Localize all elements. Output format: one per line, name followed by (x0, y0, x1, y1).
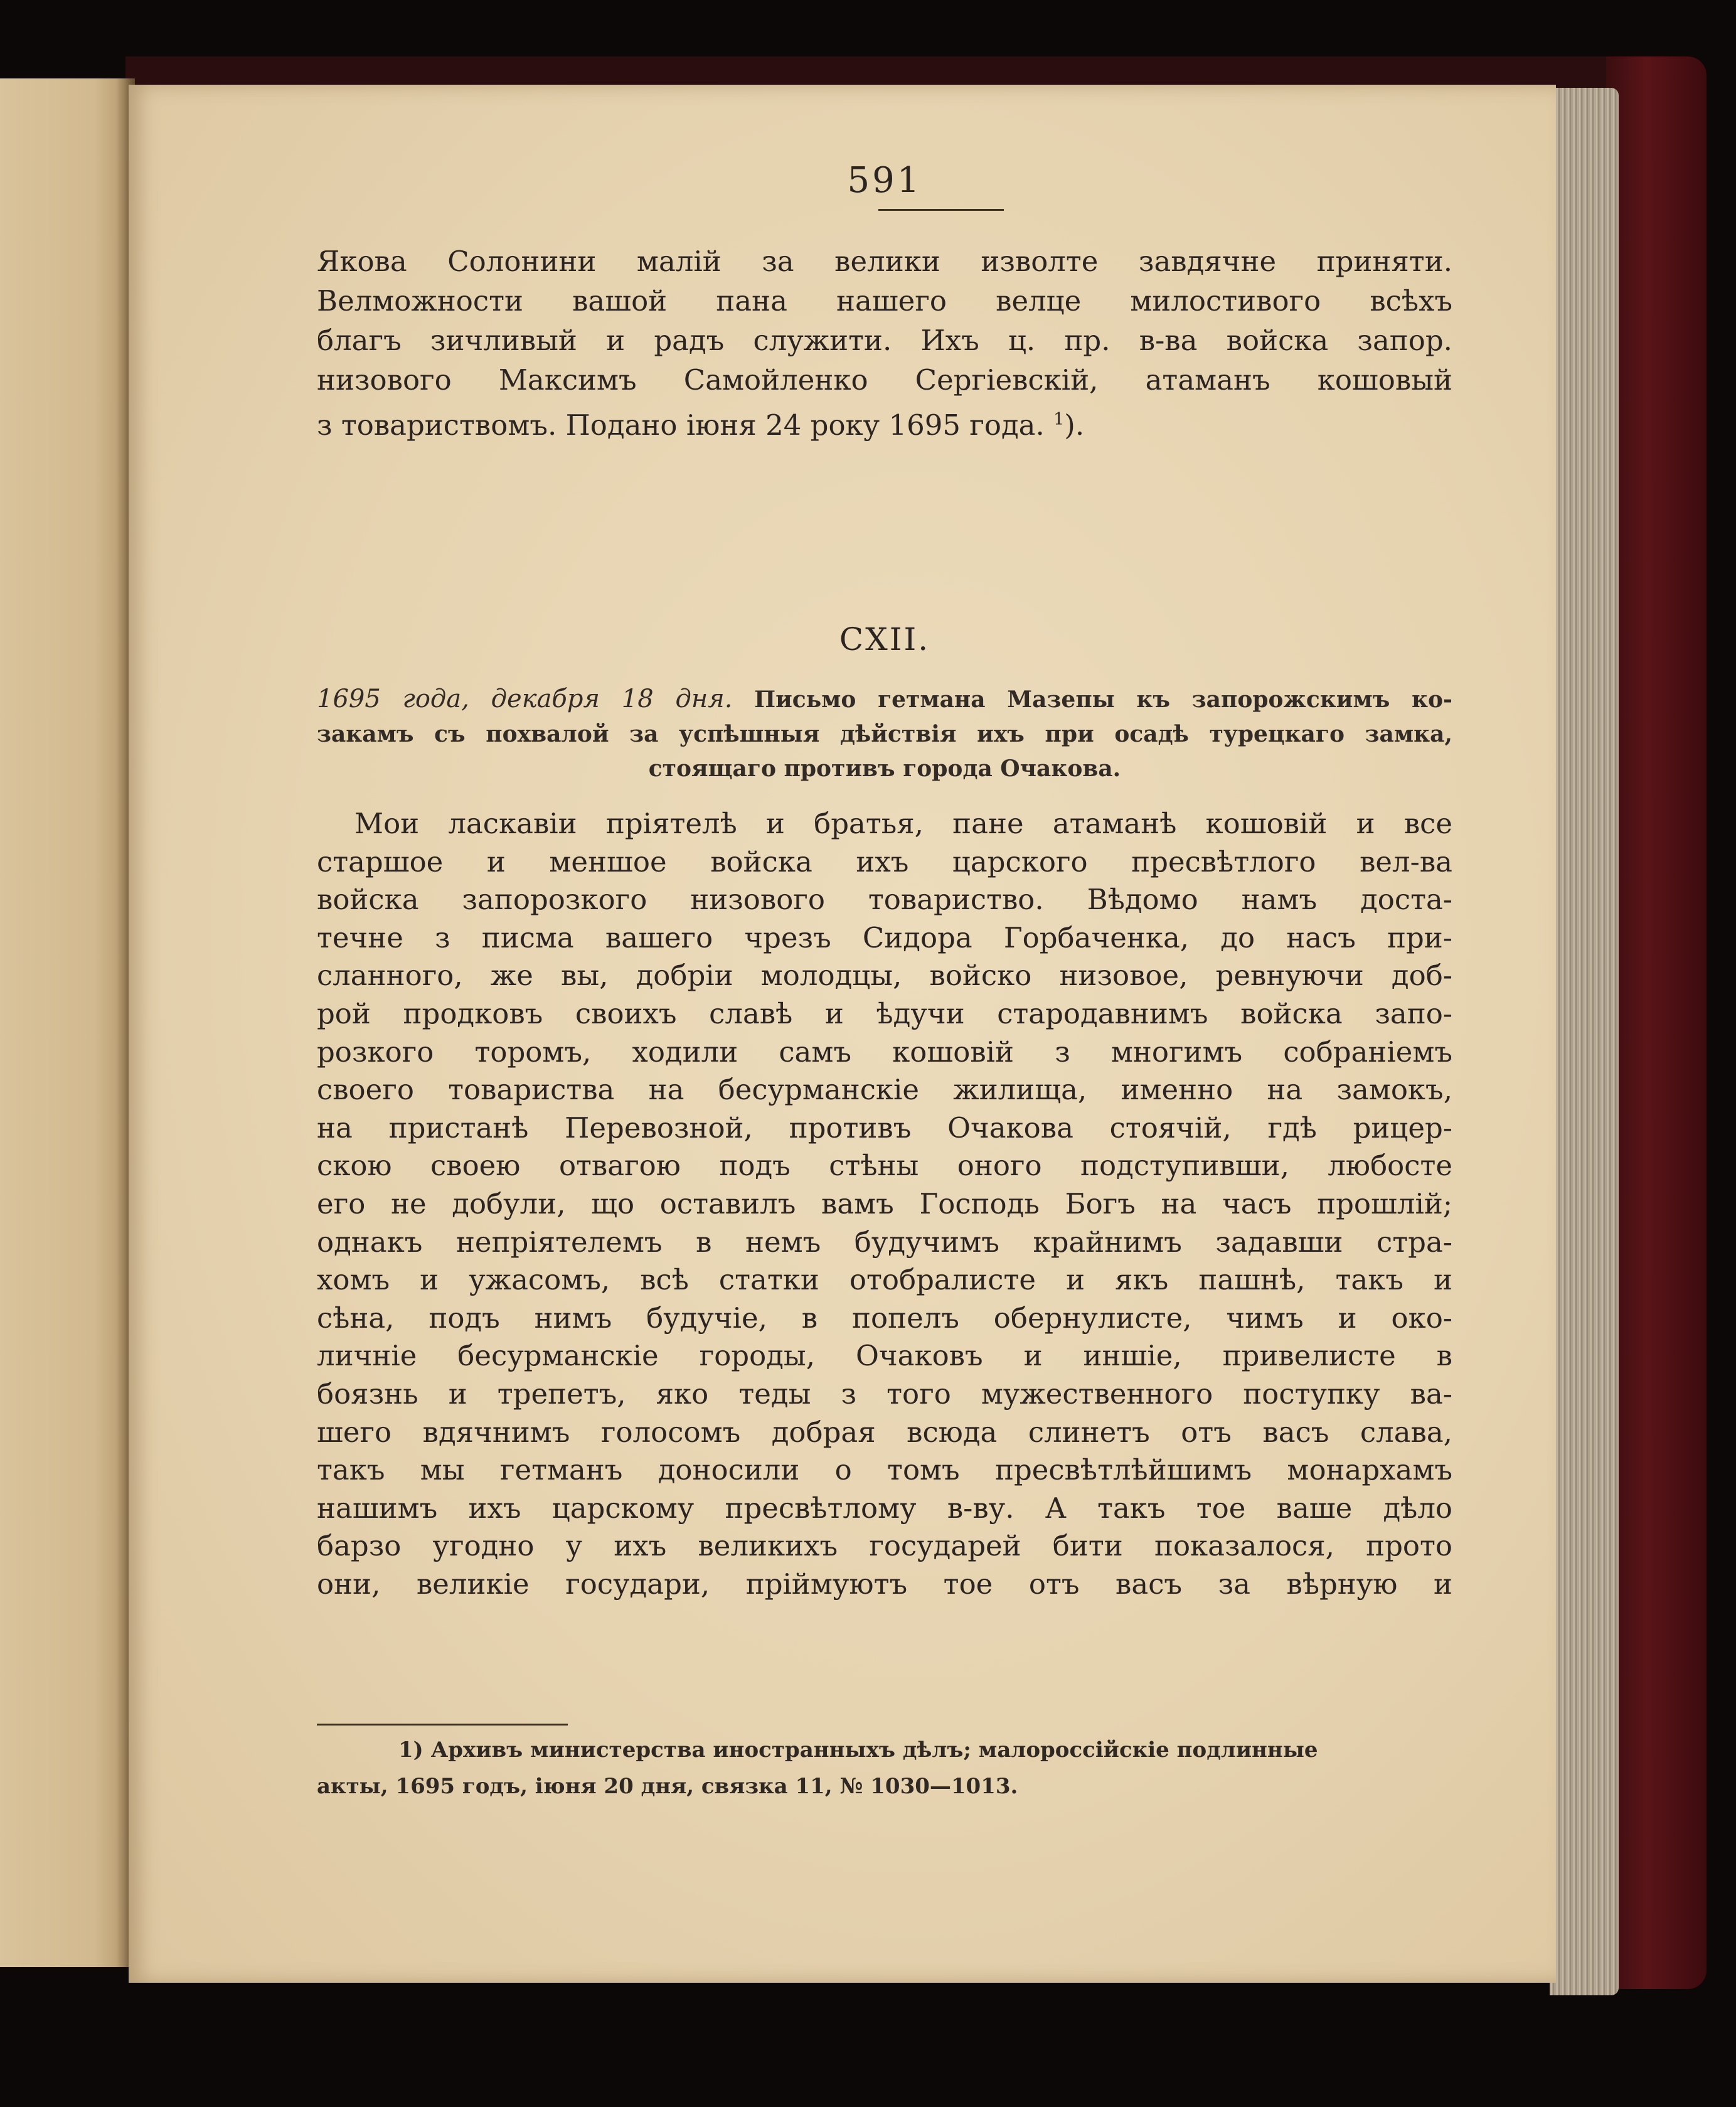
page-number: 591 (847, 160, 922, 201)
intro-line: низового Максимъ Самойленко Сергіевскій, атаманъ кошовый (317, 363, 1452, 397)
intro-line-last (317, 400, 1452, 445)
summary-date: 1695 года, декабря 18 дня. (317, 685, 733, 713)
footnote-reference-suffix: ). (1064, 408, 1085, 442)
book-page (129, 85, 1556, 1983)
footnote-line: акты, 1695 годъ, іюня 20 дня, связка 11, № 1030—1013. (317, 1774, 1018, 1799)
summary-text: Письмо гетмана Мазепы къ запорожскимъ ко- (754, 686, 1452, 713)
footnote (317, 1732, 1452, 1805)
footnote-line (317, 1732, 1452, 1768)
summary-line: закамъ съ похвалой за успѣшныя дѣйствія ихъ при осадѣ турецкаго замка, (317, 721, 1452, 747)
letter-line: своего товариства на бесурманскіе жилища, именно на замокъ, (317, 1073, 1452, 1107)
letter-line: Мои ласкавіи пріятелѣ и братья, пане атаманѣ кошовій и все (354, 807, 1452, 840)
footnote-text: Архивъ министерства иностранныхъ дѣлъ; малороссійскіе подлинные (430, 1737, 1318, 1763)
letter-line: течне з писма вашего чрезъ Сидора Горбаченка, до насъ при- (317, 920, 1452, 954)
letter-line: войска запорозкого низового товариство. Вѣдомо намъ доста- (317, 883, 1452, 917)
section-heading: CXII. (839, 621, 930, 658)
letter-line: розкого торомъ, ходили самъ кошовій з многимъ собраніемъ (317, 1035, 1452, 1069)
summary-line: стоящаго противъ города Очакова. (648, 755, 1121, 782)
letter-line: рой продковъ своихъ славѣ и ѣдучи стародавнимъ войска запо- (317, 996, 1452, 1030)
letter-line: сланного, же вы, добріи молодцы, войско низовое, ревнуючи доб- (317, 959, 1452, 993)
letter-line: такъ мы гетманъ доносили о томъ пресвѣтлѣйшимъ монархамъ (317, 1453, 1452, 1487)
letter-line: однакъ непріятелемъ в немъ будучимъ крайнимъ задавши стра- (317, 1225, 1452, 1259)
letter-line: хомъ и ужасомъ, всѣ статки отобралисте и якъ пашнѣ, такъ и (317, 1263, 1452, 1297)
summary-line (317, 682, 1452, 717)
letter-line: сѣна, подъ нимъ будучіе, в попелъ обернулисте, чимъ и око- (317, 1301, 1452, 1335)
footnote-rule (317, 1724, 568, 1726)
left-page-edge (0, 78, 135, 1967)
intro-line: з товариствомъ. Подано іюня 24 року 1695 года. (317, 408, 1045, 442)
letter-line: нашимъ ихъ царскому пресвѣтлому в-ву. А такъ тое ваше дѣло (317, 1491, 1452, 1525)
section-summary (317, 682, 1452, 786)
intro-paragraph (317, 242, 1452, 445)
book-cover-right (1606, 56, 1707, 1989)
letter-line: старшое и меншое войска ихъ царского пресвѣтлого вел-ва (317, 845, 1452, 878)
intro-line: благъ зичливый и радъ служити. Ихъ ц. пр. в-ва войска запор. (317, 324, 1452, 357)
page-block-edges (1550, 88, 1619, 1995)
letter-paragraph (317, 805, 1452, 1603)
footnote-marker: 1) (398, 1737, 423, 1763)
letter-line: боязнь и трепетъ, яко теды з того мужественного поступку ва- (317, 1377, 1452, 1411)
letter-line: личніе бесурманскіе городы, Очаковъ и иншіе, привелисте в (317, 1339, 1452, 1373)
letter-line: шего вдячнимъ голосомъ добрая всюда слинетъ отъ васъ слава, (317, 1415, 1452, 1449)
intro-line: Якова Солонини малій за велики изволте завдячне приняти. (317, 245, 1452, 278)
letter-line: на пристанѣ Перевозной, противъ Очакова стоячій, гдѣ рицер- (317, 1111, 1452, 1144)
intro-line: Велможности вашой пана нашего велце милостивого всѣхъ (317, 284, 1452, 317)
footnote-reference: 1 (1053, 410, 1065, 429)
letter-line: его не добули, що оставилъ вамъ Господь Богъ на часъ прошлій; (317, 1187, 1452, 1220)
letter-line: скою своею отвагою подъ стѣны оного подступивши, любосте (317, 1149, 1452, 1183)
page-number-rule (878, 209, 1004, 211)
letter-line: барзо угодно у ихъ великихъ государей бити показалося, прото (317, 1529, 1452, 1563)
letter-line: они, великіе государи, пріймуютъ тое отъ васъ за вѣрную и (317, 1567, 1452, 1601)
